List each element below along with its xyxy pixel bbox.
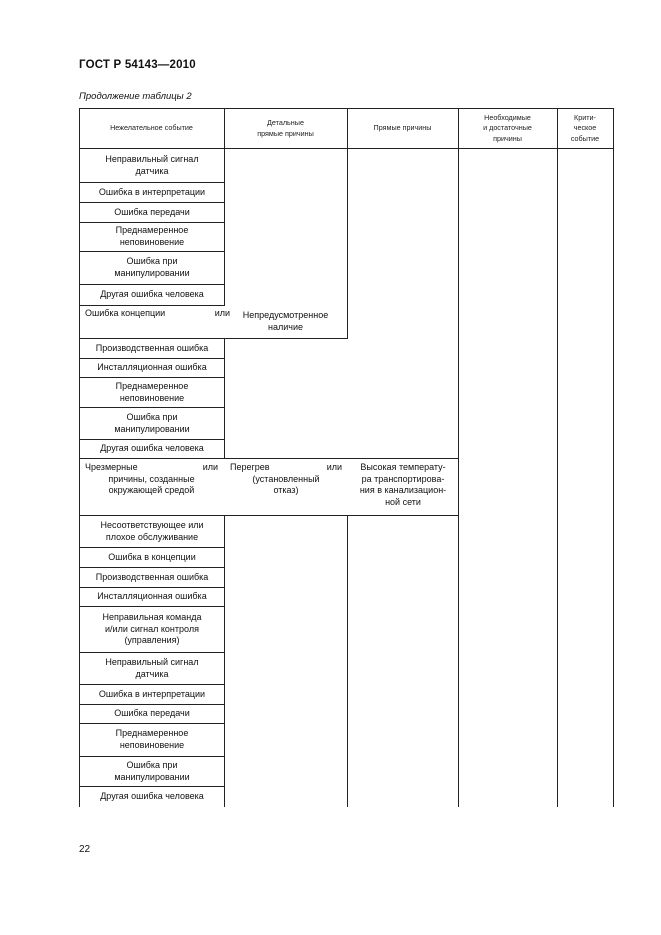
header-column-rule — [613, 108, 614, 149]
undesired-event-cell: Неправильная команда и/или сигнал контроля (управления) — [102, 611, 202, 646]
header-undesired-event: Нежелательное событие — [110, 123, 193, 133]
undesired-event-cell: Преднамеренное неповиновение — [115, 728, 189, 750]
undesired-event-cell: Ошибка передачи — [114, 206, 190, 217]
excess-c1-l1: Чрезмерные — [85, 462, 138, 472]
high-temperature-cell: Высокая температу- ра транспортирова- ния в канализацион- ной сети — [359, 462, 447, 508]
column-rule — [224, 148, 225, 306]
undesired-event-cell: Инсталляционная ошибка — [97, 591, 207, 602]
undesired-event-cell: Ошибка в концепции — [108, 551, 196, 562]
row-rule — [79, 305, 225, 306]
excess-c2-l2: (установленный — [252, 473, 320, 484]
header-detailed-direct-causes: Детальные прямые причины — [257, 118, 314, 138]
undesired-event-cell: Другая ошибка человека — [100, 790, 204, 801]
undesired-event-cell: Другая ошибка человека — [100, 289, 204, 300]
column-rule — [224, 338, 225, 459]
undesired-event-cell: Производственная ошибка — [95, 342, 209, 353]
row-rule — [79, 458, 459, 459]
undesired-event-cell: Ошибка передачи — [114, 708, 190, 719]
excess-c2-l3: отказ) — [273, 485, 299, 496]
unforeseen-presence-cell: Непредусмотренное наличие — [242, 309, 329, 332]
overheating-cell — [230, 462, 342, 497]
page-number: 22 — [79, 844, 91, 855]
undesired-event-cell: Несоответствующее или плохое обслуживание — [100, 519, 204, 542]
excessive-causes-cell — [85, 462, 218, 497]
undesired-event-cell: Производственная ошибка — [95, 571, 209, 582]
undesired-event-cell: Ошибка при манипулировании — [114, 759, 190, 782]
undesired-event-cell: Неправильный сигнал датчика — [105, 153, 199, 176]
concept-error-text: Ошибка концепции — [85, 308, 166, 318]
document-standard-number: ГОСТ Р 54143—2010 — [79, 59, 196, 71]
or-word: или — [202, 462, 218, 472]
undesired-event-cell: Преднамеренное неповиновение — [115, 380, 189, 403]
undesired-event-cell: Инсталляционная ошибка — [97, 362, 207, 373]
column-rule — [347, 515, 348, 807]
column-rule — [224, 515, 225, 807]
undesired-event-cell: Преднамеренное неповиновение — [115, 225, 189, 247]
column-rule — [613, 148, 614, 807]
or-word: или — [326, 462, 342, 472]
column-rule — [458, 148, 459, 807]
undesired-event-cell: Ошибка в интерпретации — [98, 688, 206, 699]
table-caption: Продолжение таблицы 2 — [79, 91, 192, 102]
concept-error-cell — [85, 308, 230, 320]
undesired-event-cell: Неправильный сигнал датчика — [105, 656, 199, 679]
undesired-event-cell: Ошибка при манипулировании — [114, 411, 190, 434]
header-critical-event: Крити- ческое событие — [570, 112, 600, 143]
undesired-event-cell: Ошибка в интерпретации — [98, 186, 206, 197]
excess-c1-l3: окружающей средой — [108, 485, 195, 496]
header-necessary-sufficient-causes: Необходимые и достаточные причины — [483, 112, 532, 143]
header-direct-causes: Прямые причины — [373, 123, 432, 133]
column-rule — [347, 148, 348, 339]
excess-c2-l1: Перегрев — [230, 462, 270, 472]
column-rule — [557, 148, 558, 807]
undesired-event-cell: Другая ошибка человека — [100, 443, 204, 454]
or-word: или — [214, 308, 230, 318]
excess-c1-l2: причины, созданные — [108, 473, 195, 484]
undesired-event-cell: Ошибка при манипулировании — [114, 256, 190, 278]
